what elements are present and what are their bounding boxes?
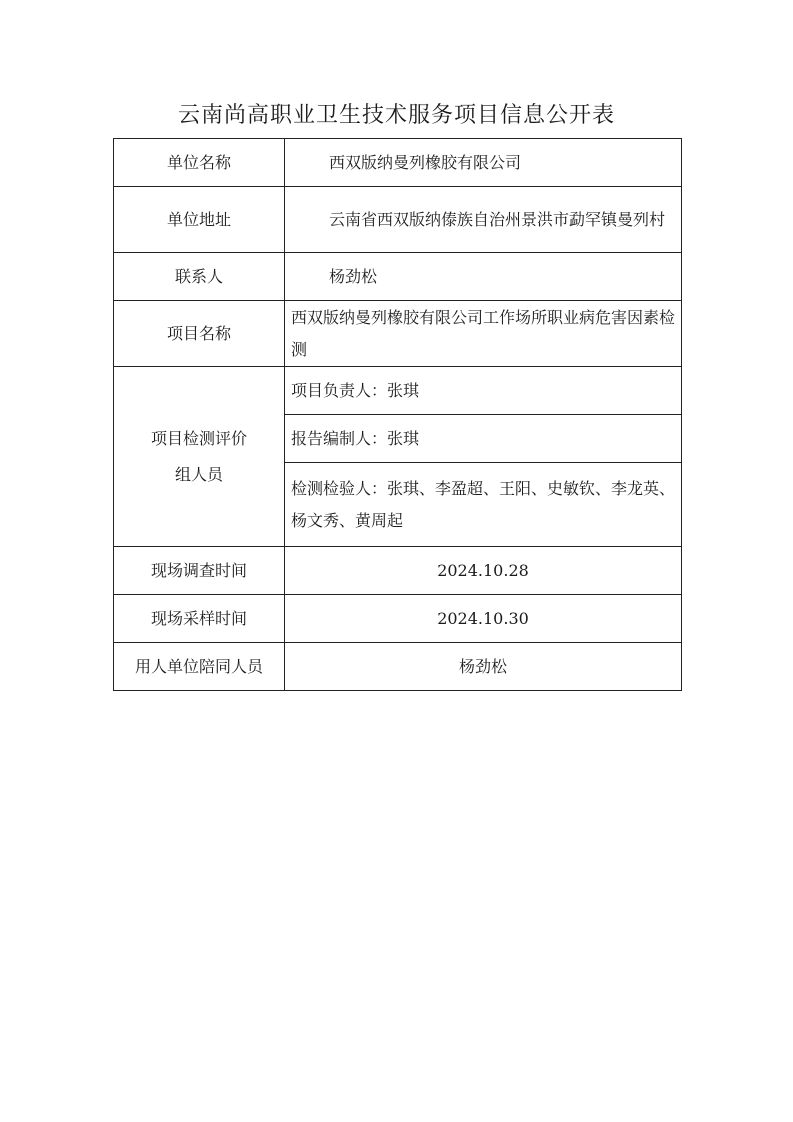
label-contact: 联系人	[114, 253, 285, 301]
label-team-line2: 组人员	[174, 464, 223, 484]
info-table	[113, 138, 682, 691]
table-row-survey-date	[114, 547, 682, 595]
value-sampling-date: 2024.10.30	[285, 595, 682, 643]
value-team-leader: 项目负责人：张琪	[285, 367, 682, 415]
value-company-address: 云南省西双版纳傣族自治州景洪市勐罕镇曼列村	[285, 187, 682, 253]
label-sampling-date: 现场采样时间	[114, 595, 285, 643]
label-accompanying: 用人单位陪同人员	[114, 643, 285, 691]
label-project-name: 项目名称	[114, 301, 285, 367]
value-company-name: 西双版纳曼列橡胶有限公司	[285, 139, 682, 187]
value-project-name: 西双版纳曼列橡胶有限公司工作场所职业病危害因素检测	[285, 301, 682, 367]
value-survey-date: 2024.10.28	[285, 547, 682, 595]
table-row-sampling-date	[114, 595, 682, 643]
value-inspectors: 检测检验人：张琪、李盈超、王阳、史敏钦、李龙英、杨文秀、黄周起	[285, 463, 682, 547]
label-company-address: 单位地址	[114, 187, 285, 253]
value-report-author: 报告编制人：张琪	[285, 415, 682, 463]
label-team-line1: 项目检测评价	[150, 428, 247, 448]
table-row-company-name	[114, 139, 682, 187]
value-contact: 杨劲松	[285, 253, 682, 301]
table-row-team-leader	[114, 367, 682, 415]
document-title: 云南尚高职业卫生技术服务项目信息公开表	[177, 103, 615, 128]
label-survey-date: 现场调查时间	[114, 547, 285, 595]
label-team	[114, 367, 285, 547]
label-company-name: 单位名称	[114, 139, 285, 187]
table-row-company-address	[114, 187, 682, 253]
table-row-contact	[114, 253, 682, 301]
table-row-accompanying	[114, 643, 682, 691]
value-accompanying: 杨劲松	[285, 643, 682, 691]
table-row-project-name	[114, 301, 682, 367]
